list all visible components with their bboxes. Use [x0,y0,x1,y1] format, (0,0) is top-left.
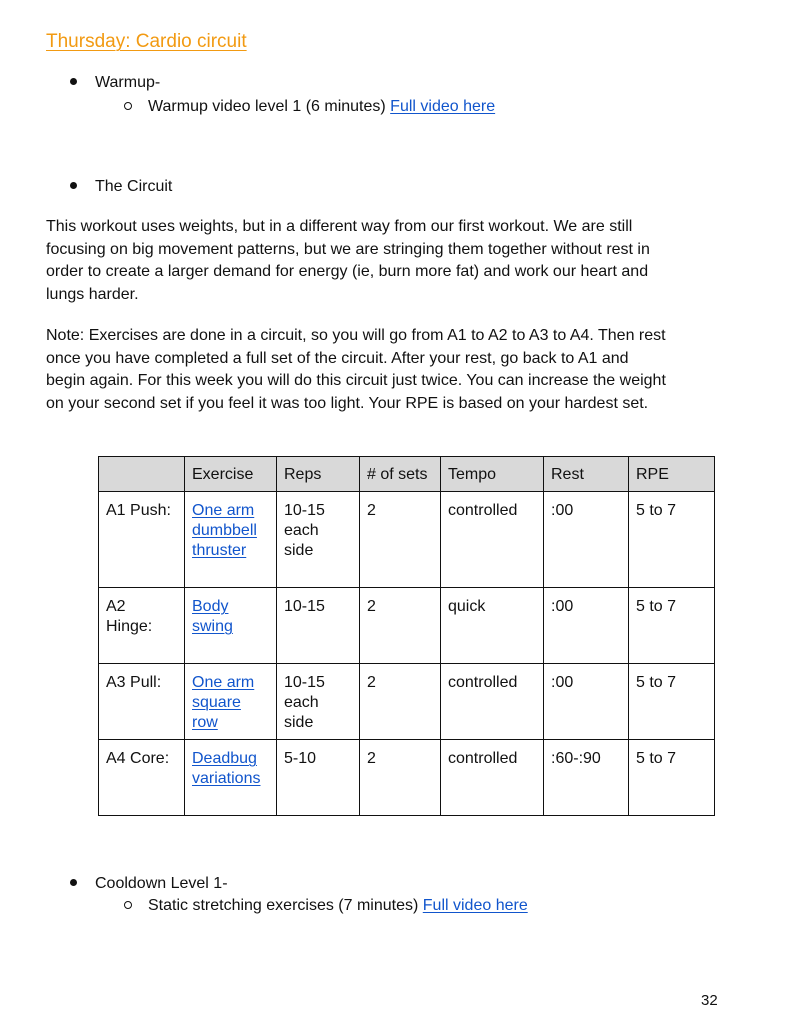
reps-line: 5-10 [284,750,317,767]
table-header-row [99,457,715,492]
note-line: begin again. For this week you will do this circuit just twice. You can increase the weight [46,372,666,390]
exercise-link-line: dumbbell [192,522,257,539]
cooldown-bullet [70,874,228,894]
tempo-cell: quick [441,588,544,664]
warmup-video-link[interactable]: Full video here [390,98,496,115]
rpe-cell: 5 to 7 [629,740,715,816]
hollow-bullet-icon [124,102,132,110]
exercise-link-line: thruster [192,542,247,559]
reps-line: each [284,522,319,539]
table-row [99,664,715,740]
tempo-cell: controlled [441,740,544,816]
reps-cell [277,588,360,664]
exercise-cell [185,664,277,740]
rpe-cell: 5 to 7 [629,492,715,588]
cooldown-label: Cooldown Level 1- [95,875,228,892]
intro-paragraph [46,216,746,307]
row-label: Hinge: [106,618,153,635]
row-label-cell [99,664,185,740]
note-line: on your second set if you feel it was too light. Your RPE is based on your hardest set. [46,395,649,413]
note-paragraph [46,325,746,416]
reps-cell [277,740,360,816]
intro-line: lungs harder. [46,286,139,304]
table-row [99,588,715,664]
header-cell-sets: # of sets [360,457,441,492]
sets-cell: 2 [360,740,441,816]
note-line: Note: Exercises are done in a circuit, so you will go from A1 to A2 to A3 to A4. Then rest [46,327,666,344]
reps-line: side [284,714,314,731]
sets-cell: 2 [360,664,441,740]
sets-cell: 2 [360,588,441,664]
row-label: A1 Push: [106,502,171,519]
intro-line: focusing on big movement patterns, but we are stringing them together without rest in [46,240,650,258]
exercise-link-line: Body [192,598,229,615]
row-label: A3 Pull: [106,674,162,691]
row-label: A2 [106,598,126,615]
rest-cell: :00 [544,664,629,740]
row-label-cell [99,740,185,816]
cooldown-video-link[interactable]: Full video here [422,897,528,914]
exercise-link-body-swing[interactable] [192,597,269,637]
exercise-link-line: One arm [192,674,255,691]
workout-table [98,456,715,816]
rest-cell: :00 [544,588,629,664]
page-number: 32 [701,992,718,1009]
note-line: once you have completed a full set of the circuit. After your rest, go back to A1 and [46,349,629,367]
bullet-dot-icon [70,78,77,85]
row-label-cell [99,492,185,588]
exercise-link-line: variations [192,770,261,787]
warmup-item [124,97,495,117]
rest-cell: :60-:90 [544,740,629,816]
intro-line: order to create a larger demand for energy (ie, burn more fat) and work our heart and [46,263,649,281]
cooldown-item-text: Static stretching exercises (7 minutes) [148,897,423,914]
exercise-link-line: Deadbug [192,750,257,767]
exercise-cell [185,492,277,588]
exercise-link-line: row [192,714,218,731]
section-heading: Thursday: Cardio circuit [46,31,247,52]
reps-line: 10-15 [284,598,325,615]
exercise-link-deadbug-variations[interactable] [192,749,269,789]
rpe-cell: 5 to 7 [629,664,715,740]
circuit-bullet [70,177,172,197]
table-row [99,740,715,816]
bullet-dot-icon [70,182,77,189]
warmup-item-text: Warmup video level 1 (6 minutes) [148,98,391,115]
reps-line: each [284,694,319,711]
circuit-label: The Circuit [95,178,173,195]
row-label: A4 Core: [106,750,170,767]
table-row [99,492,715,588]
bullet-dot-icon [70,879,77,886]
reps-line: 10-15 [284,674,325,691]
intro-line: This workout uses weights, but in a different way from our first workout. We are still [46,218,633,235]
exercise-link-line: swing [192,618,233,635]
header-cell-reps: Reps [277,457,360,492]
cooldown-item [124,896,528,916]
sets-cell: 2 [360,492,441,588]
header-cell-rpe: RPE [629,457,715,492]
exercise-link-one-arm-square-row[interactable] [192,673,269,733]
row-label-cell [99,588,185,664]
exercise-link-line: One arm [192,502,255,519]
warmup-bullet [70,73,160,93]
rpe-cell: 5 to 7 [629,588,715,664]
reps-line: 10-15 [284,502,325,519]
warmup-label: Warmup- [95,74,161,91]
exercise-link-one-arm-dumbbell-thruster[interactable] [192,501,269,561]
exercise-link-line: square [192,694,241,711]
header-cell-blank [99,457,185,492]
reps-cell [277,664,360,740]
rest-cell: :00 [544,492,629,588]
reps-line: side [284,542,314,559]
header-cell-rest: Rest [544,457,629,492]
tempo-cell: controlled [441,664,544,740]
hollow-bullet-icon [124,901,132,909]
exercise-cell [185,588,277,664]
reps-cell [277,492,360,588]
tempo-cell: controlled [441,492,544,588]
header-cell-exercise: Exercise [185,457,277,492]
exercise-cell [185,740,277,816]
header-cell-tempo: Tempo [441,457,544,492]
